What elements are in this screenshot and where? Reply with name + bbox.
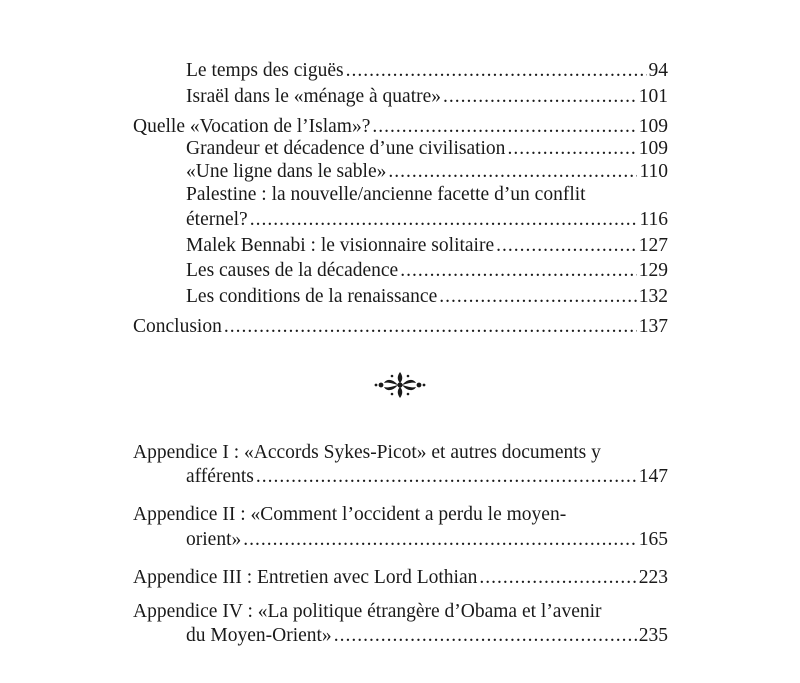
toc-entry	[186, 58, 668, 84]
toc-entry-page: 129	[638, 260, 668, 281]
toc-entry-label: Quelle «Vocation de l’Islam»?	[133, 116, 371, 137]
appendix-page: 223	[638, 567, 668, 588]
dot-leader	[496, 233, 637, 259]
appendix-label: Appendice III : Entretien avec Lord Lothian	[133, 567, 478, 588]
toc-entry-page: 132	[638, 286, 668, 307]
appendix-entry	[186, 464, 668, 490]
toc-entry-page: 110	[639, 161, 668, 182]
toc-entry-label: Grandeur et décadence d’une civilisation	[186, 138, 506, 159]
appendix-entry	[186, 623, 668, 649]
toc-entry-page: 137	[638, 316, 668, 337]
toc-entry-page: 94	[648, 60, 668, 81]
toc-entry-label-line2: éternel?	[186, 209, 248, 230]
toc-entry-label-line1: Palestine : la nouvelle/ancienne facette d’un conflit	[186, 184, 586, 205]
appendix-page: 165	[638, 529, 668, 550]
toc-entry-label: Malek Bennabi : le visionnaire solitaire	[186, 235, 495, 256]
dot-leader	[439, 284, 637, 310]
appendix-page: 235	[638, 625, 668, 646]
appendix-entry	[186, 527, 668, 553]
toc-entry-label: Conclusion	[133, 316, 222, 337]
dot-leader	[256, 464, 637, 490]
toc-entry-page: 127	[638, 235, 668, 256]
toc-entry-page: 116	[639, 209, 668, 230]
toc-entry-page: 109	[638, 138, 668, 159]
toc-section-entry	[133, 314, 668, 340]
dot-leader	[334, 623, 637, 649]
dot-leader	[224, 314, 637, 340]
dot-leader	[400, 258, 637, 284]
toc-entry-label: Israël dans le «ménage à quatre»	[186, 86, 442, 107]
toc-entry-label: «Une ligne dans le sable»	[186, 161, 387, 182]
toc-entry-page: 109	[638, 116, 668, 137]
appendix-label-line1: Appendice I : «Accords Sykes-Picot» et autres documents y	[133, 442, 601, 463]
fleuron-ornament-icon	[372, 368, 428, 402]
toc-entry-label: Les conditions de la renaissance	[186, 286, 438, 307]
toc-entry	[186, 207, 668, 233]
dot-leader	[250, 207, 638, 233]
toc-entry-page: 101	[638, 86, 668, 107]
toc-entry	[186, 284, 668, 310]
appendix-label-line1: Appendice IV : «La politique étrangère d’Obama et l’avenir	[133, 601, 602, 622]
appendix-label-line2: afférents	[186, 466, 254, 487]
appendix-entry	[133, 565, 668, 591]
toc-entry	[186, 84, 668, 110]
appendix-page: 147	[638, 466, 668, 487]
dot-leader	[479, 565, 636, 591]
toc-entry	[186, 258, 668, 284]
dot-leader	[346, 58, 647, 84]
toc-entry-label: Les causes de la décadence	[186, 260, 399, 281]
appendix-label-line2: du Moyen-Orient»	[186, 625, 332, 646]
appendix-label-line1: Appendice II : «Comment l’occident a perdu le moyen-	[133, 504, 567, 525]
dot-leader	[243, 527, 637, 553]
toc-entry-label: Le temps des ciguës	[186, 60, 344, 81]
appendix-label-line2: orient»	[186, 529, 242, 550]
dot-leader	[443, 84, 637, 110]
toc-entry	[186, 233, 668, 259]
